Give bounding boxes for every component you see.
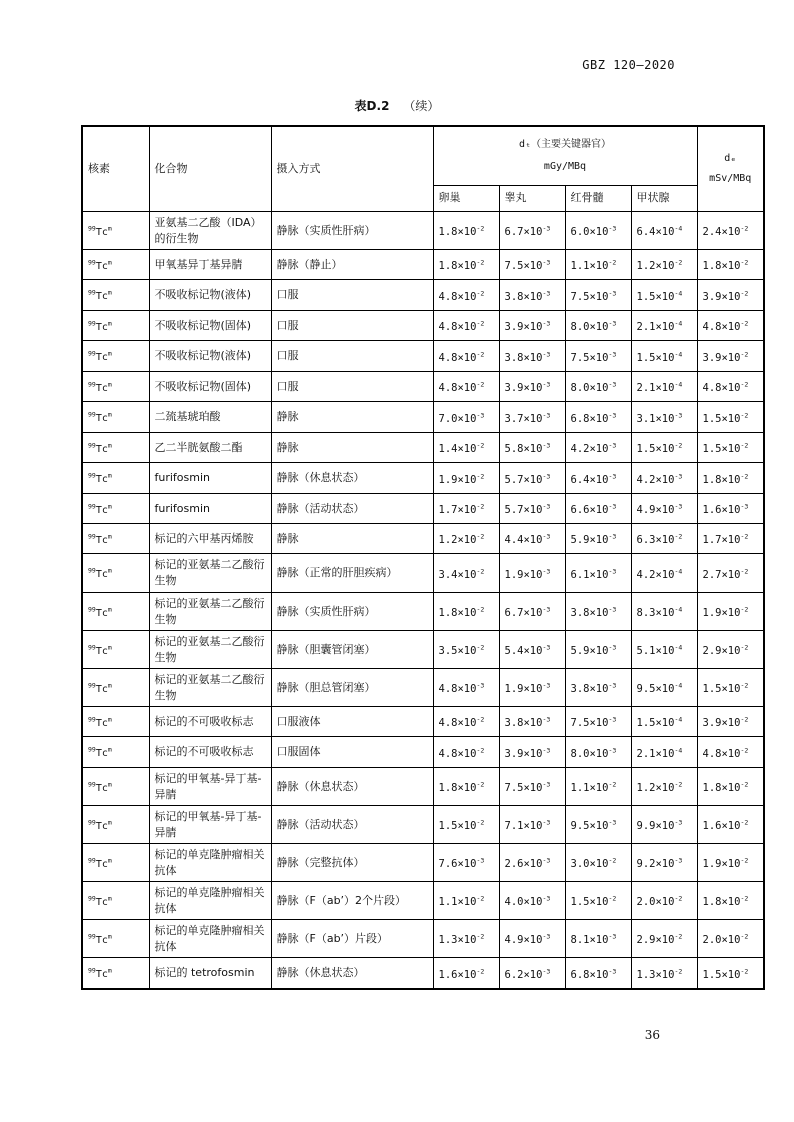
header-nuclide: 核素 (82, 126, 149, 212)
cell-red-marrow: $3.0\times 10^{-2}$ (565, 844, 631, 882)
cell-thyroid: $2.1\times 10^{-4}$ (631, 311, 697, 341)
table-row (82, 372, 764, 402)
cell-nuclide: $^{99}$Tc$^m$ (82, 958, 149, 989)
cell-thyroid: $2.9\times 10^{-2}$ (631, 920, 697, 958)
table-row (82, 554, 764, 593)
cell-testis: $3.9\times 10^{-3}$ (499, 311, 565, 341)
cell-effective-dose: $1.5\times 10^{-2}$ (697, 433, 764, 463)
header-organ-red-marrow: 红骨髓 (565, 185, 631, 211)
cell-effective-dose: $1.9\times 10^{-2}$ (697, 844, 764, 882)
table-row (82, 768, 764, 806)
cell-testis: $5.8\times 10^{-3}$ (499, 433, 565, 463)
cell-ovary: $1.7\times 10^{-2}$ (433, 494, 499, 524)
cell-thyroid: $1.5\times 10^{-4}$ (631, 280, 697, 311)
cell-route: 静脉（胆总管闭塞） (271, 669, 433, 707)
cell-compound: 不吸收标记物(固体) (149, 311, 271, 341)
cell-red-marrow: $7.5\times 10^{-3}$ (565, 341, 631, 372)
page-number: 36 (644, 1028, 660, 1042)
cell-ovary: $3.4\times 10^{-2}$ (433, 554, 499, 593)
cell-testis: $4.9\times 10^{-3}$ (499, 920, 565, 958)
cell-route: 静脉（活动状态） (271, 494, 433, 524)
cell-route: 静脉（休息状态） (271, 958, 433, 989)
cell-thyroid: $1.3\times 10^{-2}$ (631, 958, 697, 989)
cell-route: 口服 (271, 341, 433, 372)
cell-testis: $6.2\times 10^{-3}$ (499, 958, 565, 989)
cell-effective-dose: $1.7\times 10^{-2}$ (697, 524, 764, 554)
cell-effective-dose: $2.9\times 10^{-2}$ (697, 631, 764, 669)
header-organ-testis: 睾丸 (499, 185, 565, 211)
cell-ovary: $4.8\times 10^{-2}$ (433, 341, 499, 372)
cell-red-marrow: $6.1\times 10^{-3}$ (565, 554, 631, 593)
cell-route: 静脉（休息状态） (271, 768, 433, 806)
cell-compound: 标记的亚氨基二乙酸衍生物 (149, 554, 271, 593)
table-row (82, 212, 764, 250)
cell-route: 口服固体 (271, 737, 433, 768)
cell-red-marrow: $5.9\times 10^{-3}$ (565, 524, 631, 554)
cell-thyroid: $4.9\times 10^{-3}$ (631, 494, 697, 524)
table-row (82, 341, 764, 372)
cell-effective-dose: $2.0\times 10^{-2}$ (697, 920, 764, 958)
cell-compound: 亚氨基二乙酸（IDA）的衍生物 (149, 212, 271, 250)
cell-thyroid: $3.1\times 10^{-3}$ (631, 402, 697, 433)
cell-thyroid: $1.5\times 10^{-4}$ (631, 341, 697, 372)
header-organ-dose-title: dₜ（主要关键器官） (518, 138, 612, 150)
cell-compound: 标记的亚氨基二乙酸衍生物 (149, 669, 271, 707)
cell-testis: $7.5\times 10^{-3}$ (499, 768, 565, 806)
cell-testis: $1.9\times 10^{-3}$ (499, 554, 565, 593)
cell-effective-dose: $3.9\times 10^{-2}$ (697, 280, 764, 311)
cell-red-marrow: $7.5\times 10^{-3}$ (565, 707, 631, 737)
cell-ovary: $7.0\times 10^{-3}$ (433, 402, 499, 433)
cell-effective-dose: $1.8\times 10^{-2}$ (697, 882, 764, 920)
cell-thyroid: $1.2\times 10^{-2}$ (631, 768, 697, 806)
table-row (82, 707, 764, 737)
cell-effective-dose: $3.9\times 10^{-2}$ (697, 341, 764, 372)
cell-testis: $6.7\times 10^{-3}$ (499, 212, 565, 250)
cell-testis: $7.1\times 10^{-3}$ (499, 806, 565, 844)
cell-effective-dose: $4.8\times 10^{-2}$ (697, 372, 764, 402)
cell-compound: 标记的亚氨基二乙酸衍生物 (149, 631, 271, 669)
cell-route: 静脉（休息状态） (271, 463, 433, 494)
cell-route: 静脉（正常的肝胆疾病） (271, 554, 433, 593)
cell-compound: 标记的不可吸收标志 (149, 707, 271, 737)
cell-red-marrow: $5.9\times 10^{-3}$ (565, 631, 631, 669)
cell-testis: $4.0\times 10^{-3}$ (499, 882, 565, 920)
cell-compound: furifosmin (149, 494, 271, 524)
cell-nuclide: $^{99}$Tc$^m$ (82, 341, 149, 372)
cell-thyroid: $1.2\times 10^{-2}$ (631, 250, 697, 280)
cell-route: 口服 (271, 311, 433, 341)
cell-ovary: $1.3\times 10^{-2}$ (433, 920, 499, 958)
cell-compound: 不吸收标记物(液体) (149, 280, 271, 311)
cell-ovary: $4.8\times 10^{-2}$ (433, 372, 499, 402)
cell-red-marrow: $9.5\times 10^{-3}$ (565, 806, 631, 844)
cell-route: 静脉（胆囊管闭塞） (271, 631, 433, 669)
header-effective-dose-unit: mSv/MBq (709, 173, 752, 184)
cell-compound: 不吸收标记物(固体) (149, 372, 271, 402)
cell-testis: $3.9\times 10^{-3}$ (499, 372, 565, 402)
cell-nuclide: $^{99}$Tc$^m$ (82, 524, 149, 554)
cell-testis: $3.7\times 10^{-3}$ (499, 402, 565, 433)
cell-thyroid: $2.1\times 10^{-4}$ (631, 737, 697, 768)
cell-ovary: $4.8\times 10^{-2}$ (433, 707, 499, 737)
table-row (82, 844, 764, 882)
cell-thyroid: $9.9\times 10^{-3}$ (631, 806, 697, 844)
table-row (82, 463, 764, 494)
cell-testis: $5.7\times 10^{-3}$ (499, 494, 565, 524)
table-row (82, 250, 764, 280)
table-caption (0, 97, 794, 114)
cell-testis: $3.8\times 10^{-3}$ (499, 707, 565, 737)
cell-effective-dose: $1.5\times 10^{-2}$ (697, 402, 764, 433)
table-row (82, 631, 764, 669)
cell-testis: $5.7\times 10^{-3}$ (499, 463, 565, 494)
table-row (82, 311, 764, 341)
cell-nuclide: $^{99}$Tc$^m$ (82, 920, 149, 958)
cell-testis: $3.9\times 10^{-3}$ (499, 737, 565, 768)
cell-ovary: $1.1\times 10^{-2}$ (433, 882, 499, 920)
table-continued-label: （续） (403, 99, 440, 113)
table-row (82, 593, 764, 631)
cell-effective-dose: $4.8\times 10^{-2}$ (697, 737, 764, 768)
cell-red-marrow: $6.8\times 10^{-3}$ (565, 402, 631, 433)
cell-thyroid: $1.5\times 10^{-4}$ (631, 707, 697, 737)
cell-testis: $5.4\times 10^{-3}$ (499, 631, 565, 669)
table-row (82, 494, 764, 524)
cell-nuclide: $^{99}$Tc$^m$ (82, 882, 149, 920)
cell-thyroid: $1.5\times 10^{-2}$ (631, 433, 697, 463)
cell-compound: 甲氧基异丁基异腈 (149, 250, 271, 280)
cell-ovary: $1.5\times 10^{-2}$ (433, 806, 499, 844)
table-row (82, 882, 764, 920)
cell-testis: $6.7\times 10^{-3}$ (499, 593, 565, 631)
cell-nuclide: $^{99}$Tc$^m$ (82, 844, 149, 882)
cell-compound: 乙二半胱氨酸二酯 (149, 433, 271, 463)
cell-thyroid: $2.1\times 10^{-4}$ (631, 372, 697, 402)
cell-red-marrow: $6.0\times 10^{-3}$ (565, 212, 631, 250)
cell-ovary: $4.8\times 10^{-3}$ (433, 669, 499, 707)
header-organ-dose-unit: mGy/MBq (543, 160, 587, 172)
cell-compound: 标记的甲氧基-异丁基-异腈 (149, 768, 271, 806)
cell-thyroid: $6.3\times 10^{-2}$ (631, 524, 697, 554)
header-organ-thyroid: 甲状腺 (631, 185, 697, 211)
cell-testis: $2.6\times 10^{-3}$ (499, 844, 565, 882)
cell-ovary: $4.8\times 10^{-2}$ (433, 311, 499, 341)
cell-ovary: $4.8\times 10^{-2}$ (433, 737, 499, 768)
table-number: 表D.2 (354, 99, 390, 113)
header-compound: 化合物 (149, 126, 271, 212)
cell-effective-dose: $2.4\times 10^{-2}$ (697, 212, 764, 250)
cell-compound: 标记的亚氨基二乙酸衍生物 (149, 593, 271, 631)
cell-compound: 二巯基琥珀酸 (149, 402, 271, 433)
cell-effective-dose: $1.8\times 10^{-2}$ (697, 463, 764, 494)
table-row (82, 806, 764, 844)
cell-red-marrow: $8.1\times 10^{-3}$ (565, 920, 631, 958)
cell-nuclide: $^{99}$Tc$^m$ (82, 372, 149, 402)
header-route: 摄入方式 (271, 126, 433, 212)
table-row (82, 433, 764, 463)
cell-effective-dose: $1.9\times 10^{-2}$ (697, 593, 764, 631)
cell-ovary: $1.8\times 10^{-2}$ (433, 250, 499, 280)
cell-red-marrow: $6.8\times 10^{-3}$ (565, 958, 631, 989)
cell-compound: 标记的不可吸收标志 (149, 737, 271, 768)
cell-red-marrow: $3.8\times 10^{-3}$ (565, 593, 631, 631)
cell-nuclide: $^{99}$Tc$^m$ (82, 707, 149, 737)
cell-nuclide: $^{99}$Tc$^m$ (82, 402, 149, 433)
header-organ-dose (433, 126, 697, 185)
cell-nuclide: $^{99}$Tc$^m$ (82, 768, 149, 806)
cell-red-marrow: $8.0\times 10^{-3}$ (565, 372, 631, 402)
cell-effective-dose: $1.5\times 10^{-2}$ (697, 669, 764, 707)
cell-thyroid: $4.2\times 10^{-3}$ (631, 463, 697, 494)
cell-compound: 标记的甲氧基-异丁基-异腈 (149, 806, 271, 844)
cell-ovary: $3.5\times 10^{-2}$ (433, 631, 499, 669)
cell-route: 静脉（F（ab’）片段） (271, 920, 433, 958)
cell-testis: $3.8\times 10^{-3}$ (499, 341, 565, 372)
cell-nuclide: $^{99}$Tc$^m$ (82, 212, 149, 250)
cell-ovary: $1.8\times 10^{-2}$ (433, 593, 499, 631)
cell-compound: 标记的六甲基丙烯胺 (149, 524, 271, 554)
cell-testis: $4.4\times 10^{-3}$ (499, 524, 565, 554)
table-row (82, 958, 764, 989)
cell-red-marrow: $4.2\times 10^{-3}$ (565, 433, 631, 463)
table-row (82, 402, 764, 433)
cell-nuclide: $^{99}$Tc$^m$ (82, 280, 149, 311)
table-row (82, 920, 764, 958)
cell-red-marrow: $3.8\times 10^{-3}$ (565, 669, 631, 707)
cell-thyroid: $2.0\times 10^{-2}$ (631, 882, 697, 920)
cell-compound: 不吸收标记物(液体) (149, 341, 271, 372)
cell-effective-dose: $3.9\times 10^{-2}$ (697, 707, 764, 737)
cell-red-marrow: $1.5\times 10^{-2}$ (565, 882, 631, 920)
cell-route: 静脉 (271, 524, 433, 554)
cell-effective-dose: $1.6\times 10^{-2}$ (697, 806, 764, 844)
cell-route: 静脉（活动状态） (271, 806, 433, 844)
cell-compound: 标记的单克隆肿瘤相关抗体 (149, 920, 271, 958)
cell-route: 静脉（完整抗体） (271, 844, 433, 882)
cell-route: 静脉 (271, 433, 433, 463)
cell-thyroid: $8.3\times 10^{-4}$ (631, 593, 697, 631)
cell-route: 口服 (271, 372, 433, 402)
cell-red-marrow: $6.6\times 10^{-3}$ (565, 494, 631, 524)
cell-nuclide: $^{99}$Tc$^m$ (82, 554, 149, 593)
cell-red-marrow: $8.0\times 10^{-3}$ (565, 737, 631, 768)
cell-nuclide: $^{99}$Tc$^m$ (82, 433, 149, 463)
cell-ovary: $4.8\times 10^{-2}$ (433, 280, 499, 311)
cell-red-marrow: $1.1\times 10^{-2}$ (565, 250, 631, 280)
cell-nuclide: $^{99}$Tc$^m$ (82, 669, 149, 707)
cell-compound: 标记的单克隆肿瘤相关抗体 (149, 882, 271, 920)
table-row (82, 669, 764, 707)
cell-nuclide: $^{99}$Tc$^m$ (82, 250, 149, 280)
header-effective-dose (697, 126, 764, 212)
cell-route: 口服 (271, 280, 433, 311)
cell-route: 口服液体 (271, 707, 433, 737)
cell-nuclide: $^{99}$Tc$^m$ (82, 737, 149, 768)
standard-code: GBZ 120—2020 (582, 58, 675, 72)
cell-ovary: $1.8\times 10^{-2}$ (433, 212, 499, 250)
cell-compound: furifosmin (149, 463, 271, 494)
header-effective-dose-title: dₑ (724, 153, 737, 164)
cell-route: 静脉（实质性肝病） (271, 212, 433, 250)
cell-ovary: $1.8\times 10^{-2}$ (433, 768, 499, 806)
cell-ovary: $1.9\times 10^{-2}$ (433, 463, 499, 494)
cell-nuclide: $^{99}$Tc$^m$ (82, 494, 149, 524)
cell-route: 静脉（F（ab’）2个片段） (271, 882, 433, 920)
cell-nuclide: $^{99}$Tc$^m$ (82, 631, 149, 669)
cell-nuclide: $^{99}$Tc$^m$ (82, 311, 149, 341)
table-row (82, 524, 764, 554)
cell-ovary: $1.2\times 10^{-2}$ (433, 524, 499, 554)
dose-coefficient-table (81, 125, 765, 990)
cell-red-marrow: $1.1\times 10^{-2}$ (565, 768, 631, 806)
cell-effective-dose: $4.8\times 10^{-2}$ (697, 311, 764, 341)
cell-testis: $1.9\times 10^{-3}$ (499, 669, 565, 707)
cell-thyroid: $6.4\times 10^{-4}$ (631, 212, 697, 250)
cell-effective-dose: $1.8\times 10^{-2}$ (697, 250, 764, 280)
table-body (82, 212, 764, 989)
header-organ-ovary: 卵巢 (433, 185, 499, 211)
cell-compound: 标记的 tetrofosmin (149, 958, 271, 989)
cell-thyroid: $9.2\times 10^{-3}$ (631, 844, 697, 882)
cell-compound: 标记的单克隆肿瘤相关抗体 (149, 844, 271, 882)
cell-nuclide: $^{99}$Tc$^m$ (82, 806, 149, 844)
cell-effective-dose: $1.8\times 10^{-2}$ (697, 768, 764, 806)
cell-thyroid: $5.1\times 10^{-4}$ (631, 631, 697, 669)
cell-ovary: $1.6\times 10^{-2}$ (433, 958, 499, 989)
cell-red-marrow: $6.4\times 10^{-3}$ (565, 463, 631, 494)
cell-nuclide: $^{99}$Tc$^m$ (82, 463, 149, 494)
cell-effective-dose: $1.5\times 10^{-2}$ (697, 958, 764, 989)
cell-effective-dose: $2.7\times 10^{-2}$ (697, 554, 764, 593)
table-row (82, 280, 764, 311)
cell-ovary: $7.6\times 10^{-3}$ (433, 844, 499, 882)
table-row (82, 737, 764, 768)
cell-effective-dose: $1.6\times 10^{-3}$ (697, 494, 764, 524)
cell-testis: $3.8\times 10^{-3}$ (499, 280, 565, 311)
cell-thyroid: $9.5\times 10^{-4}$ (631, 669, 697, 707)
cell-route: 静脉（静止） (271, 250, 433, 280)
cell-red-marrow: $7.5\times 10^{-3}$ (565, 280, 631, 311)
cell-route: 静脉 (271, 402, 433, 433)
cell-thyroid: $4.2\times 10^{-4}$ (631, 554, 697, 593)
cell-testis: $7.5\times 10^{-3}$ (499, 250, 565, 280)
cell-ovary: $1.4\times 10^{-2}$ (433, 433, 499, 463)
cell-red-marrow: $8.0\times 10^{-3}$ (565, 311, 631, 341)
cell-nuclide: $^{99}$Tc$^m$ (82, 593, 149, 631)
cell-route: 静脉（实质性肝病） (271, 593, 433, 631)
